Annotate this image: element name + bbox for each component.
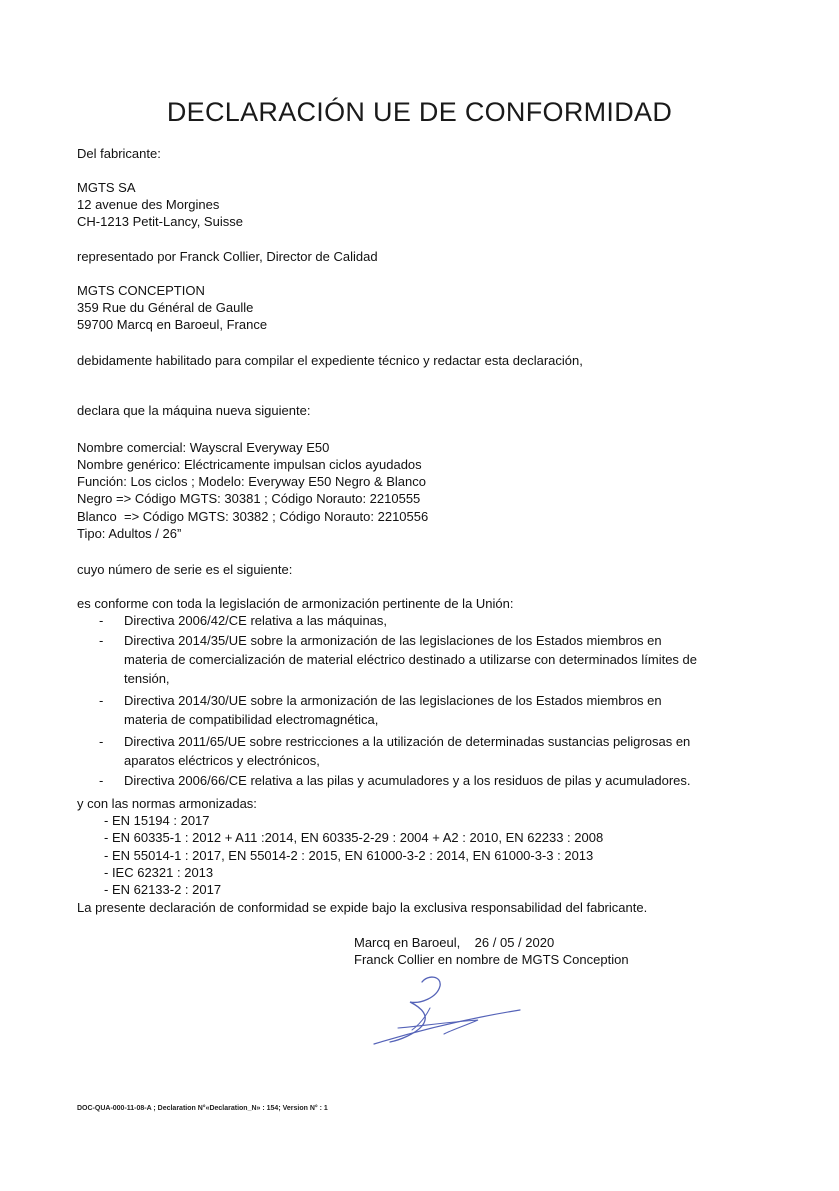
norm-item: - EN 15194 : 2017 xyxy=(104,813,210,828)
machine-white-code: Blanco => Código MGTS: 30382 ; Código Norauto: 2210556 xyxy=(77,509,429,524)
directive-item: Directiva 2006/42/CE relativa a las máquinas, xyxy=(124,613,388,628)
directive-dash: - xyxy=(99,693,104,708)
norm-item: - EN 60335-1 : 2012 + A11 :2014, EN 60335-2-29 : 2004 + A2 : 2010, EN 62233 : 2008 xyxy=(104,830,604,845)
page-title: DECLARACIÓN UE DE CONFORMIDAD xyxy=(166,97,673,127)
directive-dash: - xyxy=(99,734,104,749)
directive-item: Directiva 2014/30/UE sobre la armonización de las legislaciones de los Estados miembros en xyxy=(124,693,662,708)
machine-trade-name: Nombre comercial: Wayscral Everyway E50 xyxy=(77,440,330,455)
footer-reference: DOC-QUA-000-11-08-A ; Declaration N°«Declaration_N» : 154; Version N° : 1 xyxy=(77,1105,328,1112)
conception-city: 59700 Marcq en Baroeul, France xyxy=(77,317,268,332)
norm-item: - EN 55014-1 : 2017, EN 55014-2 : 2015, EN 61000-3-2 : 2014, EN 61000-3-3 : 2013 xyxy=(104,848,594,863)
conception-street: 359 Rue du Général de Gaulle xyxy=(77,300,254,315)
signatory: Franck Collier en nombre de MGTS Conception xyxy=(354,952,629,967)
directive-dash: - xyxy=(99,633,104,648)
directive-item-continued: materia de comercialización de material eléctrico destinado a utilizarse con determinados límites de xyxy=(124,652,697,667)
directive-item-continued: aparatos eléctricos y electrónicos, xyxy=(124,753,320,768)
place-date: Marcq en Baroeul, 26 / 05 / 2020 xyxy=(354,935,555,950)
directive-item-continued: materia de compatibilidad electromagnética, xyxy=(124,712,379,727)
machine-generic-name: Nombre genérico: Eléctricamente impulsan ciclos ayudados xyxy=(77,457,422,472)
norm-item: - EN 62133-2 : 2017 xyxy=(104,882,222,897)
manufacturer-city: CH-1213 Petit-Lancy, Suisse xyxy=(77,214,243,229)
machine-function: Función: Los ciclos ; Modelo: Everyway E50 Negro & Blanco xyxy=(77,474,427,489)
responsibility-text: La presente declaración de conformidad se expide bajo la exclusiva responsabilidad del fabricante. xyxy=(77,900,648,915)
declares-text: declara que la máquina nueva siguiente: xyxy=(77,403,311,418)
manufacturer-street: 12 avenue des Morgines xyxy=(77,197,220,212)
machine-type: Tipo: Adultos / 26” xyxy=(77,526,182,541)
norms-label: y con las normas armonizadas: xyxy=(77,796,257,811)
conform-text: es conforme con toda la legislación de armonización pertinente de la Unión: xyxy=(77,596,514,611)
directive-item: Directiva 2011/65/UE sobre restricciones a la utilización de determinadas sustancias peligrosas en xyxy=(124,734,691,749)
manufacturer-name: MGTS SA xyxy=(77,180,136,195)
norm-item: - IEC 62321 : 2013 xyxy=(104,865,214,880)
directive-item: Directiva 2006/66/CE relativa a las pilas y acumuladores y a los residuos de pilas y acumuladores. xyxy=(124,773,691,788)
authorized-text: debidamente habilitado para compilar el expediente técnico y redactar esta declaración, xyxy=(77,353,583,368)
directive-dash: - xyxy=(99,773,104,788)
serial-text: cuyo número de serie es el siguiente: xyxy=(77,562,293,577)
conception-name: MGTS CONCEPTION xyxy=(77,283,205,298)
manufacturer-label: Del fabricante: xyxy=(77,146,161,161)
directive-dash: - xyxy=(99,613,104,628)
directive-item-continued: tensión, xyxy=(124,671,170,686)
machine-black-code: Negro => Código MGTS: 30381 ; Código Norauto: 2210555 xyxy=(77,491,421,506)
handwritten-signature xyxy=(360,968,530,1053)
represented-by: representado por Franck Collier, Director de Calidad xyxy=(77,249,378,264)
directive-item: Directiva 2014/35/UE sobre la armonización de las legislaciones de los Estados miembros en xyxy=(124,633,662,648)
